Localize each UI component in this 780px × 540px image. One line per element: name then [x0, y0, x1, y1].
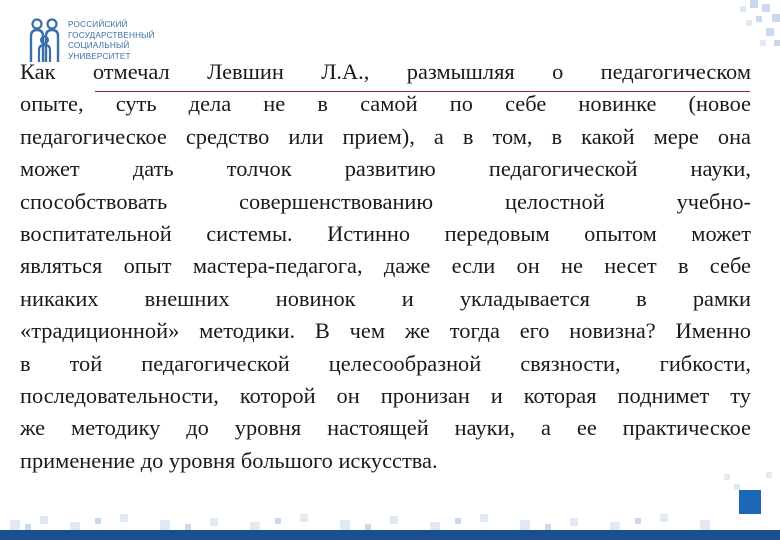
decorative-squares-top-right	[710, 0, 780, 60]
footer-bar	[0, 530, 780, 540]
logo-line: УНИВЕРСИТЕТ	[68, 51, 131, 61]
logo-line: ГОСУДАРСТВЕННЫЙ	[68, 30, 155, 40]
text-line: опыте, суть дела не в самой по себе новинке (новое	[20, 91, 751, 117]
text-line: способствовать совершенствованию целостной учебно-	[20, 188, 751, 214]
decorative-band-bottom	[0, 508, 780, 530]
logo-line: СОЦИАЛЬНЫЙ	[68, 41, 130, 50]
text-line: может дать толчок развитию педагогической науки,	[20, 156, 751, 182]
text-line: никаких внешних новинок и укладывается в рамки	[20, 285, 751, 311]
text-line: являться опыт мастера-педагога, даже если он не несет в себе	[20, 253, 751, 279]
text-line: применение до уровня большого искусства.	[20, 447, 438, 473]
body-paragraph	[20, 56, 751, 477]
logo-line: РОССИЙСКИЙ	[68, 20, 128, 29]
text-line: последовательности, которой он пронизан и которая поднимет ту	[20, 383, 751, 409]
text-line: в той педагогической целесообразной связности, гибкости,	[20, 350, 751, 376]
text-line: педагогическое средство или прием), а в том, в какой мере она	[20, 123, 751, 149]
text-line: же методику до уровня настоящей науки, а ее практическое	[20, 415, 751, 441]
text-line: Как отмечал Левшин Л.А., размышляя о педагогическом	[20, 59, 751, 84]
text-line: воспитательной системы. Истинно передовым опытом может	[20, 221, 751, 247]
text-line: «традиционной» методики. В чем же тогда его новизна? Именно	[20, 318, 751, 344]
